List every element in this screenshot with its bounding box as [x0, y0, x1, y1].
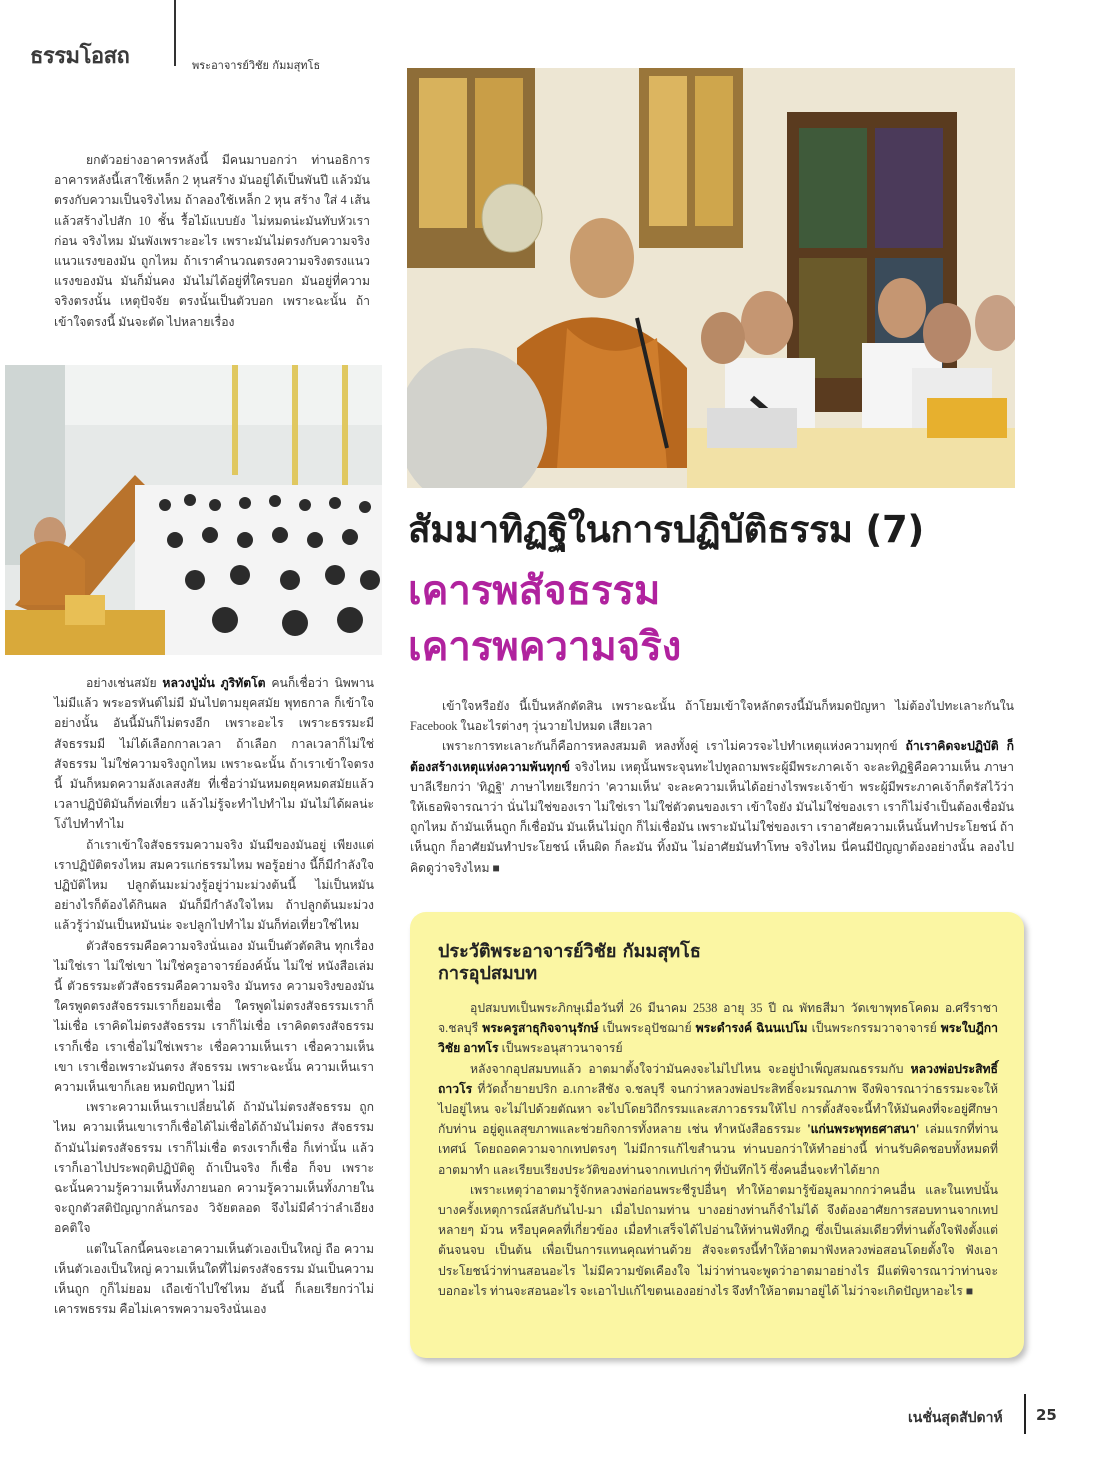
paragraph-text: เข้าใจหรือยัง นี้เป็นหลักตัดสิน เพราะฉะนั้น ถ้าโยมเข้าใจหลักตรงนี้มันก็หมดปัญหา ไม่ต้องไปทะเลาะกันใน Facebook ในอะไรต่างๆ วุ่นวายไปหมด เสียเวลา — [410, 699, 1014, 734]
footer-divider — [1024, 1394, 1026, 1434]
paragraph-text: ถ้าเราเข้าใจสัจธรรมความจริง มันมีของมันอยู่ เพียงแต่เราปฏิบัติตรงไหม สมควรแก่ธรรมไหม พอรู้อย่าง นี้ก็มีกำลังใจปฏิบัติไหม ปลูกต้นมะม่วงรู้อยู่ว่ามะม่วงต้นนี้ ไม่เป็นหมัน อย่างไรก็ต้องได้กินผล มันก็มีกำลังใจไหม ถ้าปลูกต้นมะม่วงแล้วรู้ว่ามันเป็นหมันน่ะ จะปลูกไปทำไม มันก็ท่อเที่ยวใช่ไหม — [54, 837, 374, 933]
biography-subheading: การอุปสมบท — [438, 963, 538, 984]
paragraph: ยกตัวอย่างอาคารหลังนี้ มีคนมาบอกว่า ท่านอธิการ อาคารหลังนี้เสาใช้เหล็ก 2 หุนสร้าง มันอยู่ได้เป็นพันปี แล้วมันตรงกับความเป็นจริงไหม ถ้าลองใช้เหล็ก 2 หุน สร้าง ใส่ 4 เส้น แล้วสร้างไปสัก 10 ชั้น รื้อไม้แบบยัง ไม่หมดน่ะมันทับหัวเราก่อน จริงไหม มันพังเพราะอะไร เพราะมันไม่ตรงกับความจริงแนวแรงของมัน ถูกไหม ถ้าเราคำนวณตรงความจริงตรงแนวแรงของมัน มันก็มั่นคง มันไม่ได้อยู่ที่ใครบอก มันอยู่ที่ความจริงตรงนั้น เหตุปัจจัย ตรงนั้นเป็นตัวบอก เพราะฉะนั้น ถ้าเข้าใจตรงนี้ มันจะตัด ไปหลายเรื่อง — [54, 153, 370, 329]
photo-monk-illustration — [407, 68, 1015, 488]
photo-crowd-illustration — [5, 365, 382, 655]
paragraph — [410, 736, 1014, 877]
paragraph — [54, 1097, 374, 1238]
biography-text — [438, 998, 998, 1301]
biography-heading: ประวัติพระอาจารย์วิชัย กัมมสุทโธ — [438, 941, 701, 962]
paragraph-text: ตัวสัจธรรมคือความจริงนั่นเอง มันเป็นตัวตัดสิน ทุกเรื่อง ไม่ใช่เรา ไม่ใช่เขา ไม่ใช่ครูอาจารย์องค์นั้น ไม่ใช่ หนังสือเล่มนี้ ตัวธรรมะตัวสัจธรรมคือความจริง มันทรง ความจริงของมัน ใครพูดตรงสัจธรรมเราก็ยอมเชื่อ ใครพูดไม่ตรงสัจธรรมเราก็ไม่เชื่อ เราคิดไม่ตรงสัจธรรม เราก็ไม่เชื่อ เราคิดตรงสัจธรรมเราก็เชื่อ เราเชื่อไม่ใช่เพราะ เชื่อความเห็นเรา เชื่อความเห็นเขา เราเชื่อเพราะมันตรง สัจธรรม เพราะฉะนั้น ความเห็นเรา ความเห็นเขาก็เลย หมดปัญหา ไม่มี — [54, 938, 374, 1095]
right-column-text — [410, 696, 1014, 878]
photo-crowd-meditation-hall — [5, 365, 382, 655]
article-title: สัมมาทิฏฐิในการปฏิบัติธรรม (7) — [408, 508, 925, 551]
paragraph-text: เพราะความเห็นเราเปลี่ยนได้ ถ้ามันไม่ตรงสัจธรรม ถูกไหม ความเห็นเขาเราก็เชื่อได้ไม่เชื่อได้ถ้ามันไม่ตรง สัจธรรม ถ้ามันไม่ตรงสัจธรรม เราก็ไม่เชื่อ ตรงเราก็เชื่อ ก็เท่านั้น แล้วเราก็เอาไปประพฤติปฏิบัติดู ถ้าเป็นจริง ก็เชื่อ ก็จบ เพราะฉะนั้นความรู้ความเห็นทั้งภายนอก ความรู้ความเห็นทั้งภายใน จะถูกตัวสติปัญญากลั่นกรอง วิจัยตลอด จึงไม่มีคำว่าลำเอียงอคติใจ — [54, 1100, 374, 1236]
paragraph-text: จริงไหม เหตุนั้นพระจุนทะไปทูลถามพระผู้มีพระภาคเจ้า จะละทิฏฐิคือความเห็น ภาษาบาลีเรียกว่า 'ทิฏฐิ' ภาษาไทยเรียกว่า 'ความเห็น' จะละความเห็นได้อย่างไรพระเจ้าข้า พระผู้มีพระภาคเจ้าก็ตรัสไว้ว่า ให้เธอพิจารณาว่า นั่นไม่ใช่ของเรา ไม่ใช่เรา ไม่ใช่ตัวตนของเรา เข้าใจยัง มันไม่ใช่ของเรา เราก็ไม่จำเป็นต้องเชื่อมัน ถูกไหม ถ้ามันเห็นถูก ก็เชื่อมัน มันเห็นไม่ถูก ก็ไม่เชื่อมัน เพราะมันไม่ใช่ของเรา เราอาศัยความเห็นนั้นทำประโยชน์ ถ้าเห็นถูก ก็อาศัยมันทำประโยชน์ เห็นผิด ก็ละมัน ทิ้งมัน ไม่อาศัยมันทำโทษ จริงไหม นี่คนมีปัญญาต้องอย่างนั้น ลองไปคิดดูว่าจริงไหม ■ — [410, 759, 1014, 875]
paragraph — [54, 835, 374, 936]
bold-text: พระใบฎีกาวิชัย อาทโร — [438, 1021, 998, 1056]
author-name: พระอาจารย์วิชัย กัมมสุทโธ — [192, 59, 321, 72]
bold-text: พระดำรงค์ ฉินนเปโม — [695, 1021, 808, 1036]
paragraph-text: เป็นพระกรรมวาจาจารย์ — [807, 1021, 941, 1036]
paragraph-text: เพราะเหตุว่าอาตมารู้จักหลวงพ่อก่อนพระชีรูปอื่นๆ ทำให้อาตมารู้ข้อมูลมากกว่าคนอื่น และในเทปนั้นบางครั้งเหตุการณ์สลับกันไป-มา เมื่อไปถามท่าน บางอย่างท่านก็จำไม่ได้ จึงต้องอาศัยการสอบทานจากเทปหลายๆ ม้วน หรือบุคคลที่เกี่ยวข้อง เมื่อทำเสร็จได้ไปอ่านให้ท่านฟังทีกฎ ซึ่งเป็นเล่มเดียวที่ท่านตั้งใจฟังตั้งแต่ต้นจนจบ เป็นต้น เพื่อเป็นการแทนคุณท่านด้วย สัจจะตรงนี้ทำให้อาตมาฟังหลวงพ่อสอนโดยตั้งใจ ฟังเอาประโยชน์ว่าท่านสอนอะไร ไม่มีความขัดเคืองใจ ไม่ว่าท่านจะพูดว่าอาตมาอย่างไร มีแต่พิจารณาว่าท่านจะบอกอะไร ท่านจะสอนอะไร จะเอาไปแก้ไขตนเองอย่างไร จึงทำให้อาตมาอยู่ได้ ไม่ว่าจะเกิดปัญหาอะไร ■ — [438, 1182, 998, 1298]
paragraph-text: อย่างเช่นสมัย — [86, 676, 163, 690]
paragraph — [438, 998, 998, 1059]
header-divider — [174, 0, 176, 66]
bold-text: พระครูสาธุกิจจานุรักษ์ — [482, 1021, 599, 1036]
photo-monk-with-students — [407, 68, 1015, 488]
paragraph — [54, 1239, 374, 1320]
bold-text: 'แก่นพระพุทธศาสนา' — [807, 1122, 920, 1137]
paragraph-text: เป็นพระอนุสาวนาจารย์ — [498, 1041, 623, 1056]
bold-text: หลวงปู่มั่น ภูริทัตโต — [162, 676, 266, 690]
intro-text — [54, 150, 370, 332]
paragraph-text: เล่มแรกที่ท่านเทศน์ โดยถอดความจากเทปตรงๆ ไม่มีการแก้ไขสำนวน ท่านบอกว่าให้ทำอย่างนี้ ท่านรับคิดชอบทั้งหมดที่อาตมาทำ และเรียบเรียงประวัติของท่านจากเทปเก่าๆ ที่บันทึกไว้ ซึ่งคนอื่นจะทำได้ยาก — [438, 1122, 998, 1177]
paragraph-text: อุปสมบทเป็นพระภิกษุเมื่อวันที่ 26 มีนาคม 2538 อายุ 35 ปี ณ พัทธสีมา วัดเขาพุทธโคดม อ.ศรีราชา จ.ชลบุรี — [438, 1001, 998, 1036]
column-name: ธรรมโอสถ — [30, 44, 130, 69]
paragraph — [54, 936, 374, 1098]
bold-text: หลวงพ่อประสิทธิ์ ถาวโร — [438, 1061, 998, 1096]
left-column-text — [54, 673, 374, 1320]
bold-text: ถ้าเราคิดจะปฏิบัติ ก็ต้องสร้างเหตุแห่งความพ้นทุกข์ — [410, 739, 1014, 774]
publication-name: เนชั่นสุดสัปดาห์ — [908, 1410, 1003, 1426]
article-subtitle-2: เคารพความจริง — [408, 624, 682, 670]
paragraph-text: แต่ในโลกนี้คนจะเอาความเห็นตัวเองเป็นใหญ่ ถือ ความเห็นตัวเองเป็นใหญ่ ความเห็นใดที่ไม่ตรงสัจธรรม มันเป็นความเห็นถูก กูก็ไม่ยอม เถือเข้าไปใช่ไหม อันนี้ ก็เลยเรียกว่าไม่เคารพธรรม คือไม่เคารพความจริงนั่นเอง — [54, 1241, 374, 1317]
paragraph — [438, 1180, 998, 1301]
paragraph — [438, 1059, 998, 1180]
page-number: 25 — [1036, 1406, 1057, 1424]
paragraph-text: ที่วัดถ้ำยายปริก อ.เกาะสีชัง จ.ชลบุรี จนกว่าหลวงพ่อประสิทธิ์จะมรณภาพ จึงพิจารณาว่าธรรมะจะให้ไปอยู่ไหน จะไม่ไปด้วยตัณหา จะไปโดยวิถีกรรมและสภาวธรรมให้ไป การตั้งสัจจะนี้ทำให้มันคงที่จะอยู่ศึกษากับท่าน อยู่ดูแลสุขภาพและช่วยกิจการทั้งหลาย เช่น ทำหนังสือธรรมะ — [438, 1081, 998, 1137]
paragraph — [54, 673, 374, 835]
article-subtitle-1: เคารพสัจธรรม — [408, 568, 661, 614]
paragraph-text: หลังจากอุปสมบทแล้ว อาตมาตั้งใจว่ามันคงจะไม่ไปไหน จะอยู่บำเพ็ญสมณธรรมกับ — [470, 1061, 911, 1076]
paragraph — [410, 696, 1014, 736]
paragraph-text: เพราะการทะเลาะกันก็คือการหลงสมมติ หลงทั้งคู่ เราไม่ควรจะไปทำเหตุแห่งความทุกข์ — [442, 739, 906, 754]
paragraph-text: เป็นพระอุปัชฌาย์ — [598, 1021, 696, 1036]
paragraph-text: คนก็เชื่อว่า นิพพานไม่มีแล้ว พระอรหันต์ไม่มี มันไปตามยุคสมัย พุทธกาล ก็เข้าใจอย่างนั้น อันนี้มันก็ไม่ตรงอีก เพราะอะไร เพราะธรรมะมี สัจธรรมมี ไม่ได้เลือกกาลเวลา ถ้าเลือก กาลเวลาก็ไม่ใช่สัจธรรม ไม่ใช่ความจริงถูกไหม เพราะฉะนั้น ถ้าเราเข้าใจตรงนี้ มันก็หมดความลังเลสงสัย ที่เชื่อว่ามันหมดยุคหมดสมัยแล้ว เวลาปฏิบัติมันก็ท่อเที่ยว แล้วไม่รู้จะทำไปทำไม มันไม่ได้ผลน่ะ โง่ไปทำทำไม — [54, 676, 375, 832]
